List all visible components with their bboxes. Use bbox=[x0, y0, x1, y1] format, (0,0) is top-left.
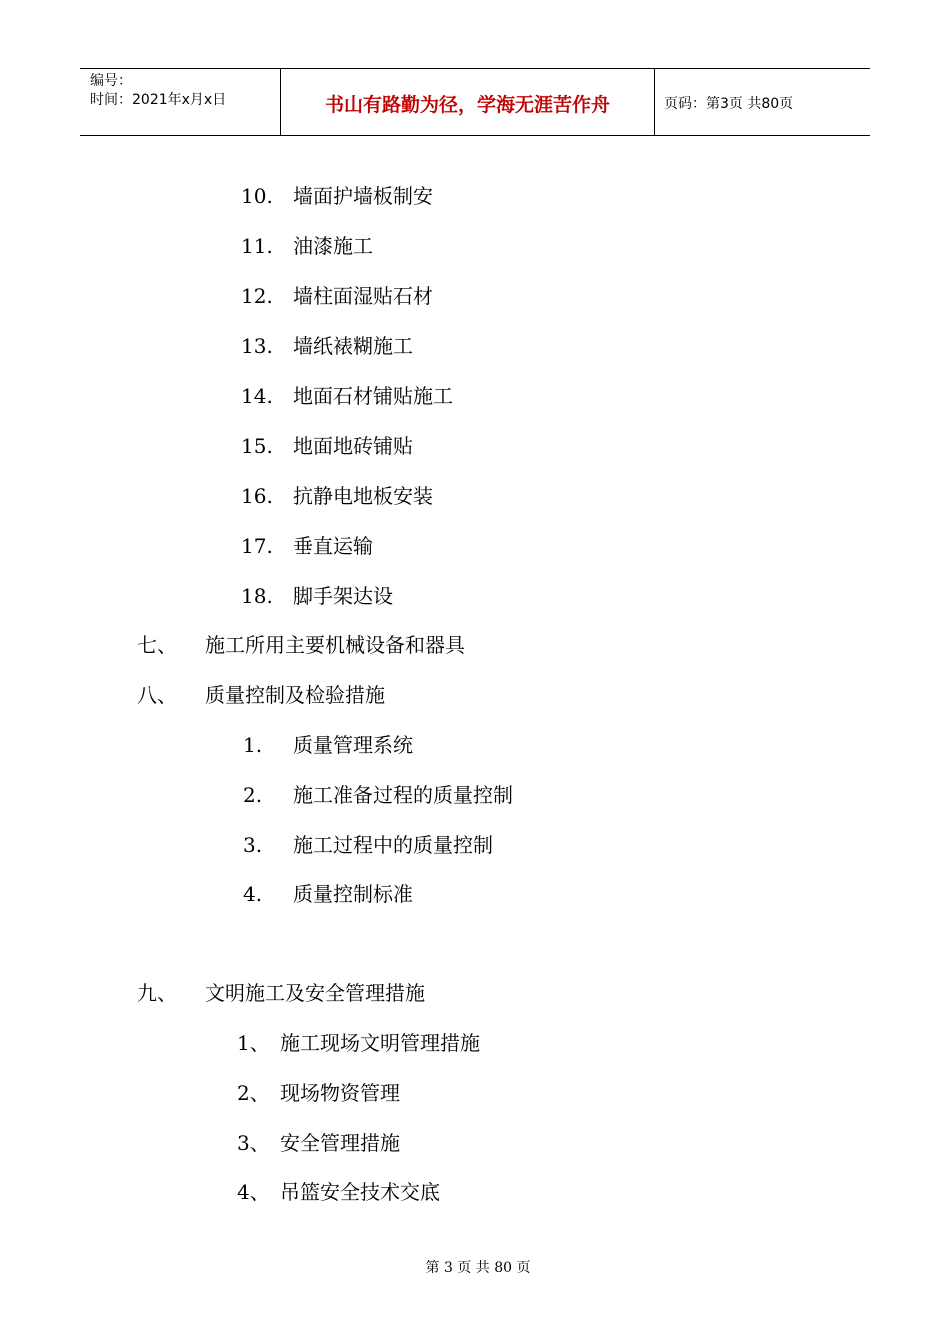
toc-item-number: 3、 bbox=[237, 1131, 270, 1155]
page-header bbox=[80, 68, 870, 136]
toc-item-text: 质量管理系统 bbox=[293, 733, 413, 757]
toc-section-title: 质量控制及检验措施 bbox=[205, 683, 385, 707]
toc-item-text: 施工现场文明管理措施 bbox=[280, 1031, 480, 1055]
toc-item-text: 墙纸裱糊施工 bbox=[293, 334, 413, 358]
document-number-label: 编号： bbox=[90, 73, 132, 89]
toc-item-text: 垂直运输 bbox=[293, 534, 373, 558]
toc-item-text: 施工准备过程的质量控制 bbox=[293, 783, 513, 807]
toc-item-number: 3. bbox=[243, 833, 263, 857]
toc-item-number: 13. bbox=[241, 334, 273, 358]
toc-section-number: 九、 bbox=[137, 981, 177, 1005]
document-time: 时间：2021年x月x日 bbox=[90, 92, 227, 108]
toc-item-text: 墙面护墙板制安 bbox=[293, 184, 433, 208]
toc-item-number: 11. bbox=[241, 234, 273, 258]
toc-section-number: 七、 bbox=[137, 633, 177, 657]
toc-item-text: 施工过程中的质量控制 bbox=[293, 833, 493, 857]
page-footer: 第 3 页 共 80 页 bbox=[425, 1260, 531, 1276]
toc-item-number: 17. bbox=[241, 534, 273, 558]
toc-item-text: 质量控制标准 bbox=[293, 882, 413, 906]
header-meta bbox=[80, 69, 281, 135]
toc-item-number: 1、 bbox=[237, 1031, 270, 1055]
toc-item-number: 14. bbox=[241, 384, 273, 408]
toc-item-number: 2. bbox=[243, 783, 263, 807]
toc-item-text: 地面石材铺贴施工 bbox=[293, 384, 453, 408]
toc-item-number: 16. bbox=[241, 484, 273, 508]
toc-item-number: 4. bbox=[243, 882, 263, 906]
toc-item-number: 4、 bbox=[237, 1180, 270, 1204]
header-motto: 书山有路勤为径，学海无涯苦作舟 bbox=[281, 69, 655, 135]
toc-item-text: 墙柱面湿贴石材 bbox=[293, 284, 433, 308]
toc-section-title: 文明施工及安全管理措施 bbox=[205, 981, 425, 1005]
toc-item-text: 吊篮安全技术交底 bbox=[280, 1180, 440, 1204]
toc-section-title: 施工所用主要机械设备和器具 bbox=[205, 633, 465, 657]
toc-item-number: 15. bbox=[241, 434, 273, 458]
toc-item-text: 抗静电地板安装 bbox=[293, 484, 433, 508]
toc-item-number: 10. bbox=[241, 184, 273, 208]
toc-item-text: 安全管理措施 bbox=[280, 1131, 400, 1155]
toc-item-number: 18. bbox=[241, 584, 273, 608]
toc-item-number: 1. bbox=[243, 733, 263, 757]
toc-item-number: 12. bbox=[241, 284, 273, 308]
toc-item-text: 地面地砖铺贴 bbox=[293, 434, 413, 458]
toc-item-text: 油漆施工 bbox=[293, 234, 373, 258]
toc-item-text: 现场物资管理 bbox=[280, 1081, 400, 1105]
toc-item-number: 2、 bbox=[237, 1081, 270, 1105]
header-page-info: 页码：第3页 共80页 bbox=[664, 96, 794, 112]
toc-section-number: 八、 bbox=[137, 683, 177, 707]
toc-item-text: 脚手架达设 bbox=[293, 584, 393, 608]
